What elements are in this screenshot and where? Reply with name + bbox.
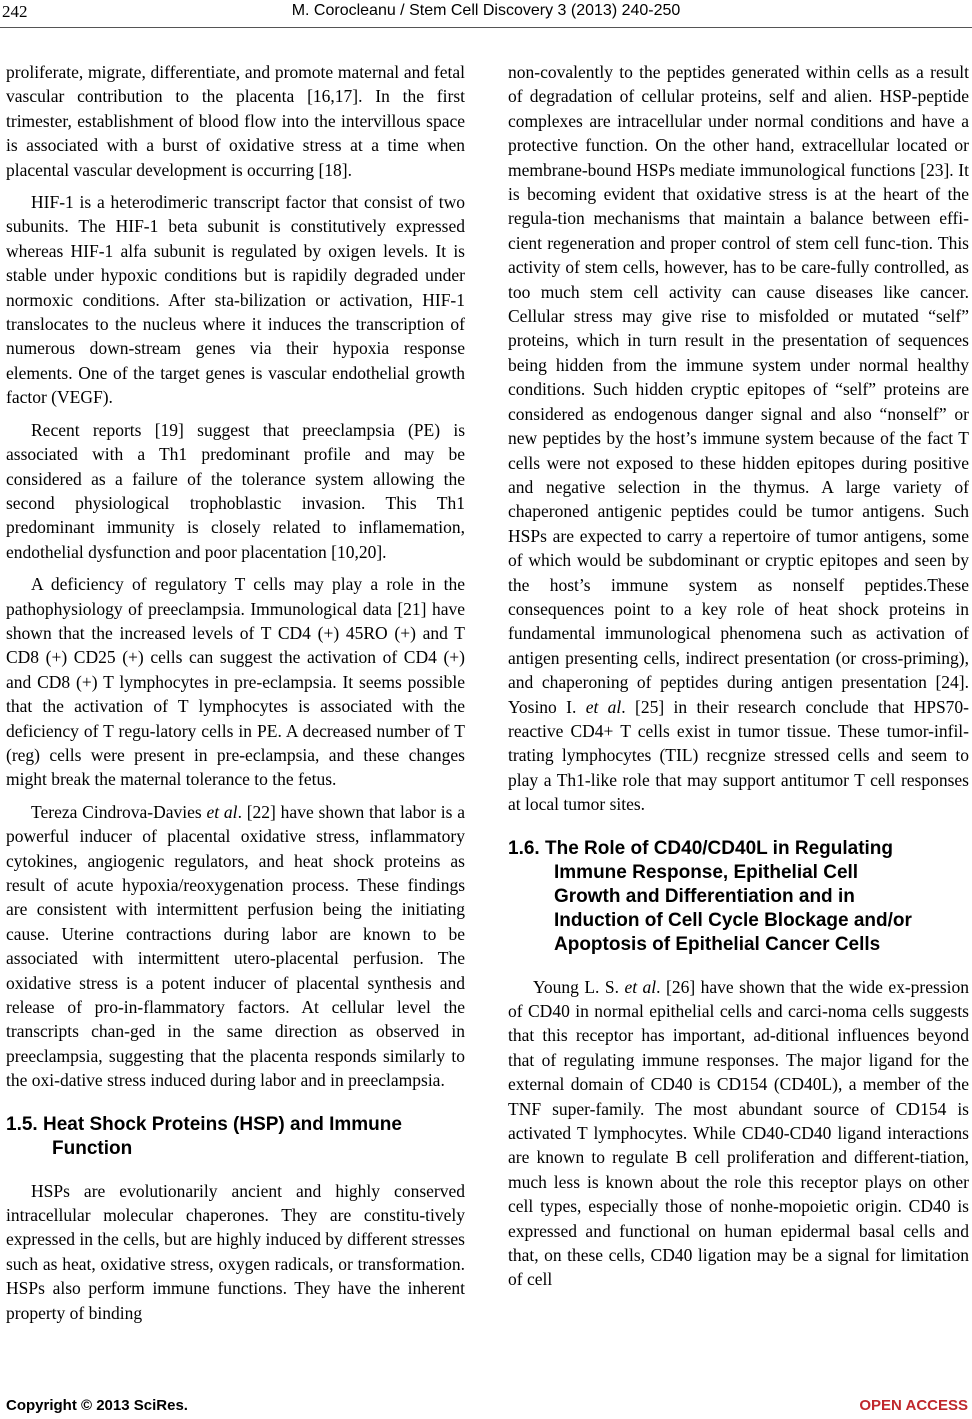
paragraph-text: Tereza Cindrova-Davies bbox=[31, 801, 207, 822]
section-number: 1.5. bbox=[6, 1113, 38, 1135]
page-number: 242 bbox=[2, 2, 28, 21]
paragraph bbox=[508, 975, 969, 1292]
section-heading-1-6 bbox=[508, 837, 969, 957]
section-number: 1.6. bbox=[508, 837, 540, 859]
paragraph: Recent reports [19] suggest that preeclampsia (PE) is associated with a Th1 predominant profile and may be considered as a failure of the tolerance system allowing the second physiological trophoblastic invasion. This Th1 predominant immunity is closely related to inflamemation, endothelial dysfunction and poor placentation [10,20]. bbox=[6, 419, 465, 562]
section-heading-1-5 bbox=[6, 1113, 465, 1161]
paragraph: proliferate, migrate, differentiate, and promote maternal and fetal vascular contribution to the placenta [16,17]. In the first trimester, establishment of blood flow into the intervillous space is associated with a burst of oxidative stress at a time when placental vascular development is occurring [18]. bbox=[6, 62, 465, 180]
paragraph: A deficiency of regulatory T cells may play a role in the pathophysiology of preeclampsia. Immunological data [21] have shown that the increased levels of T CD4 (+) 45RO (+) and T CD8 (+) CD25 (+) cells can suggest the activation of CD4 (+) and CD8 (+) T lymphocytes in pre-eclampsia. It seems possible that the activation of T lymphocytes is associated with the deficiency of T regu-latory cells in PE. A decreased number of T (reg) cells were present in pre-eclampsia, and these changes might break the maternal tolerance to the fetus. bbox=[6, 574, 465, 790]
italic-text: et al bbox=[585, 696, 622, 717]
paragraph: HIF-1 is a heterodimeric transcript factor that consist of two subunits. The HIF-1 beta subunit is constitutively expressed whereas HIF-1 alfa subunit is regulated by oxigen levels. It is stable under hypoxic conditions but is rapidily degraded under normoxic conditions. After sta-bilization or activation, HIF-1 translocates to the nucleus where it induces the transcription of numerous down-stream genes via their hypoxia response elements. One of the target genes is vascular endothelial growth factor (VEGF). bbox=[6, 192, 465, 408]
paragraph bbox=[6, 800, 465, 1093]
paragraph-text: non-covalently to the peptides generated within cells as a result of degradation of cellular proteins, self and alien. HSP-peptide complexes are intracellular under normal conditions and have a protective function. On the other hand, extracellular located or membrane-bound HSPs mediate immunological functions [23]. It is becoming evident that oxidative stress is at the heart of the regula-tion mechanisms that maintain a balance between effi-cient regeneration and proper control of stem cell func-tion. This activity of stem cells, however, has to be care-fully controlled, as too much stem cell activity can cause diseases like cancer. Cellular stress may give rise to misfolded or mutated “self” proteins, which in turn result in the presentation of sequences being hidden from the immune system under normal healthy conditions. Such hidden cryptic epitopes of “self” proteins are considered as endogenous danger signal and also “nonself” or new peptides by the host’s immune system because of the fact T cells were not exposed to these hidden epitopes during positive and negative selection in the thymus. A large variety of chaperoned antigenic peptides could be tumor antigens. Such HSPs are expected to carry a repertoire of tumor antigens, some of which would be subdominant or cryptic epitopes and seen by the host’s immune system as nonself peptides.These consequences point to a key role of heat shock proteins in fundamental immunological phenomena such as activation of antigen presenting cells, indirect presentation (or cross-priming), and chaperoning of peptides during antigen presentation [24]. Yosino I. bbox=[508, 62, 969, 717]
section-title-line: Growth and Differentiation and in bbox=[554, 885, 855, 907]
paragraph-text: . [25] in their research conclude that HPS70-reactive CD4+ T cells exist in tumor tissue. These tumor-infil-trating lymphocytes (TIL) recgnize stressed cells and seem to play a Th1-like role that may support antitumor T cell responses at local tumor sites. bbox=[508, 696, 970, 815]
section-title-line: The Role of CD40/CD40L in Regulating bbox=[544, 837, 894, 859]
running-title: M. Corocleanu / Stem Cell Discovery 3 (2013) 240-250 bbox=[291, 2, 681, 19]
section-title-line: Immune Response, Epithelial Cell bbox=[554, 861, 859, 883]
left-column bbox=[6, 60, 465, 1325]
paragraph-text: . [22] have shown that labor is a powerful inducer of placental oxidative stress, inflammatory cytokines, angiogenic regulators, and heat shock proteins as result of acute hypoxia/reoxygenation process. These findings are consistent with intermittent perfusion being the initiating cause. Uterine contractions during labor are known to be associated with intermittent utero-placental perfusion. The oxidative stress is a potent inducer of placental synthesis and release of pro-in-flammatory factors. At cellular level the transcripts chan-ged in the same direction as observed in preeclampsia, suggesting that the placenta responds similarly to the oxi-dative stress induced during labor and in preeclampsia. bbox=[6, 801, 466, 1091]
section-title-line: Apoptosis of Epithelial Cancer Cells bbox=[554, 933, 881, 955]
section-title-line: Induction of Cell Cycle Blockage and/or bbox=[554, 909, 912, 931]
open-access-label: OPEN ACCESS bbox=[859, 1397, 968, 1414]
italic-text: et al bbox=[206, 801, 238, 822]
header-rule bbox=[0, 27, 972, 28]
italic-text: et al bbox=[624, 976, 657, 997]
paragraph: HSPs are evolutionarily ancient and highly conserved intracellular molecular chaperones. They are constitu-tively expressed in the cells, but are highly induced by different stresses such as heat, oxidative stress, oxygen radicals, or transformation. HSPs also perform immune functions. They have the inherent property of binding bbox=[6, 1180, 465, 1323]
section-title-line: Heat Shock Proteins (HSP) and Immune bbox=[42, 1113, 402, 1135]
right-column bbox=[508, 60, 969, 1292]
paragraph-text: Young L. S. bbox=[533, 976, 625, 997]
copyright-notice: Copyright © 2013 SciRes. bbox=[6, 1397, 188, 1414]
paragraph bbox=[508, 60, 969, 817]
section-title-line: Function bbox=[52, 1137, 133, 1159]
paragraph-text: . [26] have shown that the wide ex-pression of CD40 in normal epithelial cells and carci-noma cells suggests that this receptor has important, ad-ditional influences beyond that of regulating immune responses. The major ligand for the external domain of CD40 is CD154 (CD40L), a member of the TNF super-family. The most abundant source of CD154 is activated T lymphocytes. While CD40-CD40 ligand interactions are known to regulate B cell proliferation and different-tiation, much less is known about the role this receptor plays on other cell types, especially those of nonhe-mopoietic origin. CD40 is expressed and functional on human epidermal basal cells and that, on these cells, CD40 ligation may be a signal for limitation of cell bbox=[508, 976, 969, 1290]
